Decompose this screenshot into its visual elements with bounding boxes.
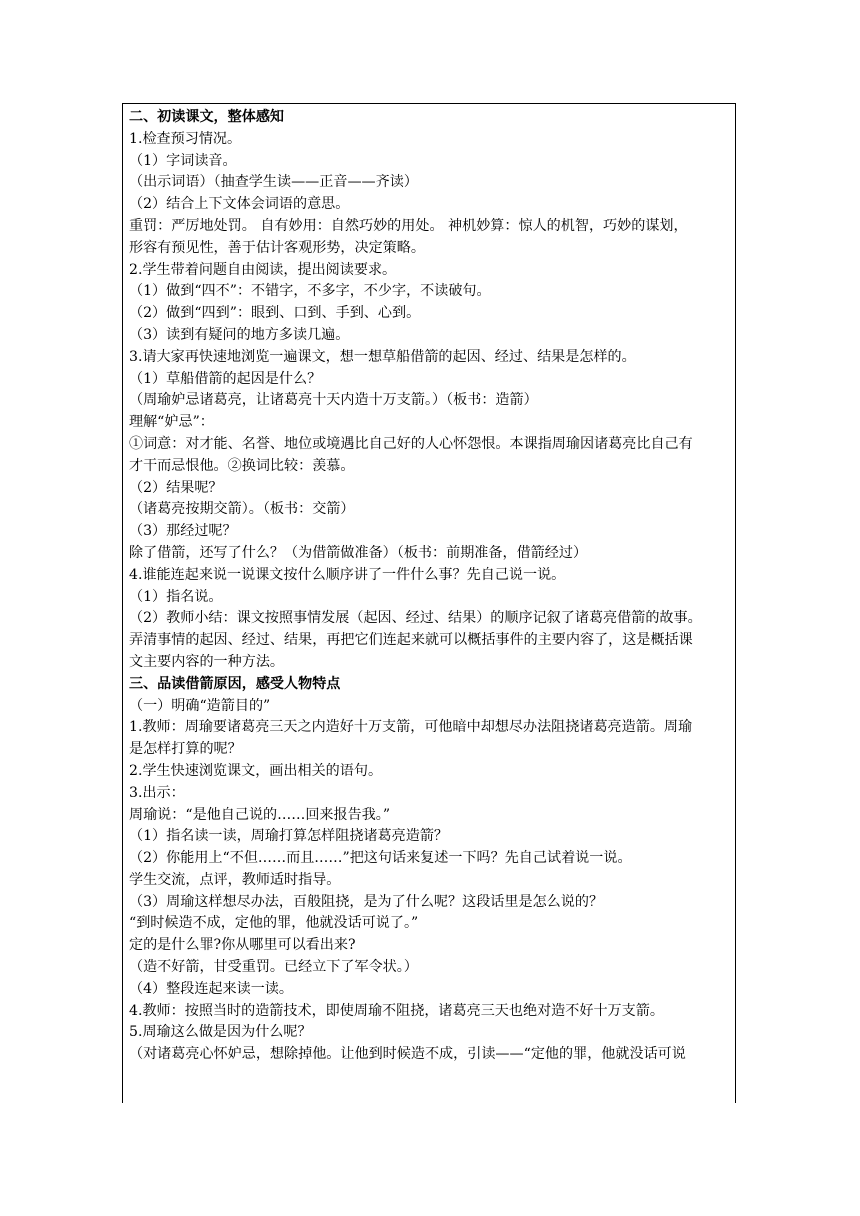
text-line: （1）指名说。	[129, 588, 223, 605]
text-line: （1）做到“四不”：不错字，不多字，不少字，不读破句。	[129, 283, 491, 300]
text-line: （造不好箭，甘受重罚。已经立下了军令状。）	[129, 959, 418, 976]
text-line: 除了借箭，还写了什么？（为借箭做准备）（板书：前期准备，借箭经过）	[129, 544, 588, 561]
section-heading: 二、初读课文，整体感知	[129, 109, 285, 125]
text-line: 4.谁能连起来说一说课文按什么顺序讲了一件什么事？先自己说一说。	[129, 566, 566, 583]
text-line: （2）做到“四到”：眼到、口到、手到、心到。	[129, 305, 421, 322]
text-line: （2）你能用上“不但……而且……”把这句话来复述一下吗？先自己试着说一说。	[129, 850, 632, 867]
text-line: 学生交流，点评，教师适时指导。	[129, 871, 341, 888]
text-line: 弄清事情的起因、经过、结果，再把它们连起来就可以概括事件的主要内容了，这是概括课	[129, 632, 693, 649]
text-line: 重罚：严厉地处罚。 自有妙用：自然巧妙的用处。 神机妙算：惊人的机智，巧妙的谋划，	[129, 217, 688, 234]
text-line: 5.周瑜这么做是因为什么呢？	[129, 1024, 312, 1041]
text-line: （对诸葛亮心怀妒忌，想除掉他。让他到时候造不成，引读——“定他的罪，他就没话可说	[129, 1046, 686, 1063]
text-line: 1.检查预习情况。	[129, 130, 242, 147]
text-line: （周瑜妒忌诸葛亮，让诸葛亮十天内造十万支箭。）（板书：造箭）	[129, 392, 538, 409]
text-line: （3）周瑜这样想尽办法，百般阻挠，是为了什么呢？这段话里是怎么说的？	[129, 893, 604, 910]
text-line: 才干而忌恨他。②换词比较：羡慕。	[129, 457, 355, 474]
text-line: 2.学生快速浏览课文，画出相关的语句。	[129, 762, 383, 779]
text-line: （诸葛亮按期交箭）。（板书：交箭）	[129, 501, 355, 518]
text-line: 理解“妒忌”：	[129, 414, 214, 431]
text-line: ①词意：对才能、名誉、地位或境遇比自己好的人心怀怨恨。本课指周瑜因诸葛亮比自己有	[129, 435, 693, 452]
text-line: 1.教师：周瑜要诸葛亮三天之内造好十万支箭，可他暗中却想尽办法阻挠诸葛亮造箭。周瑜	[129, 719, 693, 736]
text-line: 3.请大家再快速地浏览一遍课文，想一想草船借箭的起因、经过、结果是怎样的。	[129, 348, 636, 365]
text-line: 4.教师：按照当时的造箭技术，即使周瑜不阻挠，诸葛亮三天也绝对造不好十万支箭。	[129, 1002, 664, 1019]
text-line: 定的是什么罪?你从哪里可以看出来?	[129, 937, 356, 954]
text-line: （3）那经过呢？	[129, 523, 237, 540]
text-line: （2）结合上下文体会词语的意思。	[129, 196, 350, 213]
text-line: （出示词语）（抽查学生读——正音——齐读）	[129, 174, 418, 191]
text-line: （1）指名读一读，周瑜打算怎样阻挠诸葛亮造箭？	[129, 828, 449, 845]
text-line: 3.出示：	[129, 784, 185, 801]
text-line: 2.学生带着问题自由阅读，提出阅读要求。	[129, 261, 397, 278]
text-line: 周瑜说：“是他自己说的……回来报告我。”	[129, 806, 391, 823]
text-line: （1）草船借箭的起因是什么？	[129, 370, 322, 387]
text-line: （一）明确“造箭目的”	[129, 697, 271, 714]
text-line: 文主要内容的一种方法。	[129, 653, 285, 670]
text-line: （2）结果呢？	[129, 479, 223, 496]
text-line: “到时候造不成，定他的罪，他就没话可说了。”	[129, 915, 419, 932]
text-line: （4）整段连起来读一读。	[129, 980, 293, 997]
text-line: （1）字词读音。	[129, 152, 237, 169]
text-line: （3）读到有疑问的地方多读几遍。	[129, 326, 350, 343]
lesson-plan-text	[129, 107, 731, 1066]
text-line: 形容有预见性，善于估计客观形势，决定策略。	[129, 239, 425, 256]
text-line: 是怎样打算的呢？	[129, 741, 242, 758]
text-line: （2）教师小结：课文按照事情发展（起因、经过、结果）的顺序记叙了诸葛亮借箭的故事。	[129, 610, 702, 627]
section-heading: 三、品读借箭原因，感受人物特点	[129, 675, 341, 692]
